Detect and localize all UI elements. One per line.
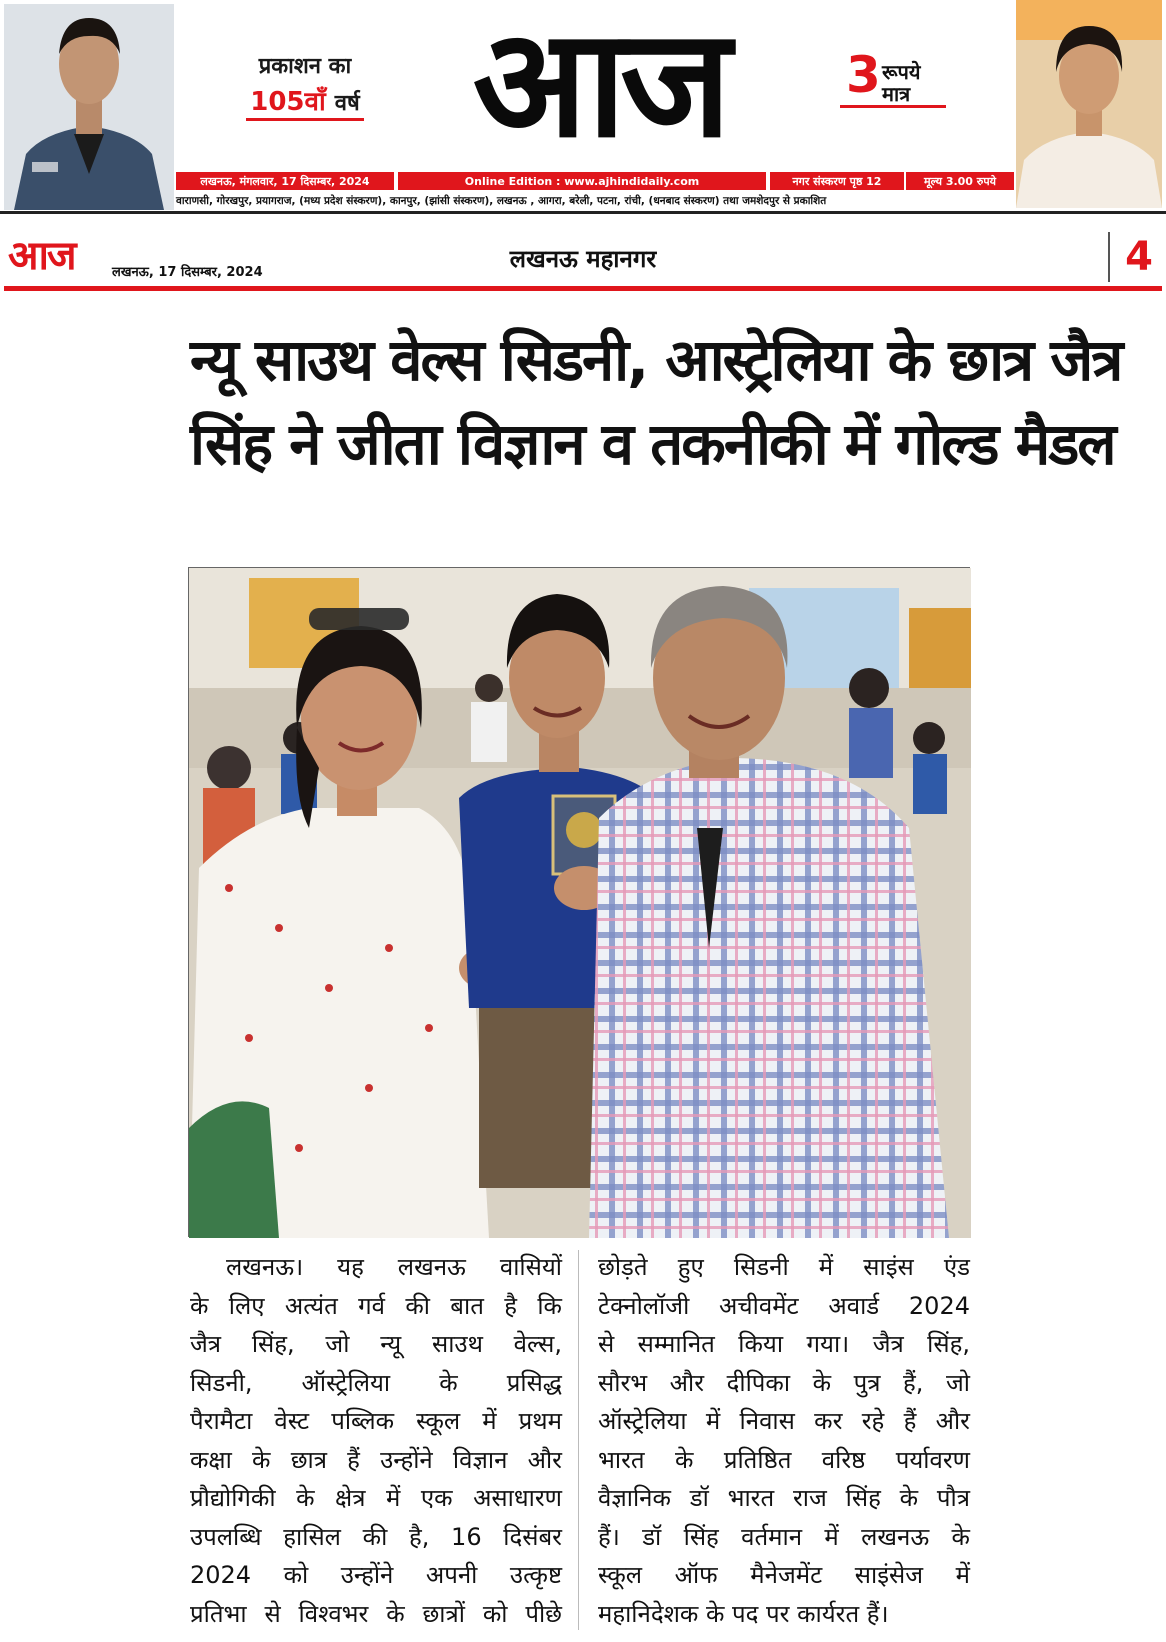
price-currency: रूपये bbox=[882, 60, 921, 84]
body-line: हैं। डॉ सिंह वर्तमान में लखनऊ के bbox=[598, 1522, 970, 1551]
masthead-right-photo bbox=[1016, 0, 1162, 208]
section-rule bbox=[4, 286, 1162, 291]
price-box bbox=[840, 46, 946, 108]
page-count-strip: नगर संस्करण पृष्ठ 12 bbox=[770, 172, 904, 190]
section-title: लखनऊ महानगर bbox=[509, 245, 657, 273]
body-line: महानिदेशक के पद पर कार्यरत हैं। bbox=[598, 1599, 889, 1628]
body-line: स्कूल ऑफ मैनेजमेंट साइंसेज में bbox=[598, 1561, 970, 1589]
publication-year-box bbox=[230, 50, 380, 121]
section-date: लखनऊ, 17 दिसम्बर, 2024 bbox=[112, 265, 263, 280]
online-edition-strip: Online Edition : www.ajhindidaily.com bbox=[398, 172, 766, 190]
masthead-divider bbox=[0, 211, 1166, 214]
section-logo: आज bbox=[8, 233, 75, 279]
body-line: पैरामैटा वेस्ट पब्लिक स्कूल में प्रथम bbox=[190, 1407, 562, 1435]
body-line: उपलब्धि हासिल की है, 16 दिसंबर bbox=[190, 1522, 562, 1551]
editions-cities: वाराणसी, गोरखपुर, प्रयागराज, (मध्य प्रदेश संस्करण), कानपुर, (झांसी संस्करण), लखनऊ , आगरा, बरेली, पटना, रांची, (धनबाद संस्करण) तथा जमशेदपुर से प्रकाशित bbox=[176, 195, 827, 207]
publication-year-number: 105वाँ bbox=[250, 87, 326, 117]
article-column-left bbox=[190, 1248, 562, 1633]
body-line: 2024 को उन्होंने अपनी उत्कृष्ट bbox=[190, 1561, 562, 1589]
headline-line-2: सिंह ने जीता विज्ञान व तकनीकी में गोल्ड मैडल bbox=[190, 410, 1115, 478]
publication-label: प्रकाशन का bbox=[258, 54, 352, 79]
article-column-right bbox=[598, 1248, 970, 1633]
body-line: से सम्मानित किया गया। जैत्र सिंह, bbox=[598, 1330, 970, 1358]
price-number: 3 bbox=[846, 46, 881, 104]
body-line: वैज्ञानिक डॉ भारत राज सिंह के पौत्र bbox=[598, 1484, 970, 1512]
page-number-divider bbox=[1108, 232, 1110, 282]
body-line: सौरभ और दीपिका के पुत्र हैं, जो bbox=[598, 1368, 970, 1397]
body-line: भारत के प्रतिष्ठित वरिष्ठ पर्यावरण bbox=[598, 1445, 970, 1474]
newspaper-logo: आज bbox=[472, 0, 726, 171]
masthead-left-photo bbox=[4, 4, 174, 210]
body-line: लखनऊ। यह लखनऊ वासियों bbox=[226, 1253, 562, 1281]
body-line: छोड़ते हुए सिडनी में साइंस एंड bbox=[598, 1253, 970, 1281]
article-photo bbox=[188, 567, 970, 1237]
body-line: ऑस्ट्रेलिया में निवास कर रहे हैं और bbox=[598, 1407, 970, 1435]
body-line: के लिए अत्यंत गर्व की बात है कि bbox=[190, 1291, 562, 1320]
article-headline bbox=[190, 318, 1122, 486]
body-line: टेक्नोलॉजी अचीवमेंट अवार्ड 2024 bbox=[598, 1291, 970, 1320]
price-only: मात्र bbox=[882, 82, 911, 106]
body-line: सिडनी, ऑस्ट्रेलिया के प्रसिद्ध bbox=[190, 1368, 562, 1397]
price-strip: मूल्य 3.00 रुपये bbox=[906, 172, 1014, 190]
body-line: प्रतिभा से विश्वभर के छात्रों को पीछे bbox=[190, 1599, 562, 1628]
body-line: प्रौद्योगिकी के क्षेत्र में एक असाधारण bbox=[190, 1484, 562, 1512]
publication-year bbox=[246, 82, 363, 121]
column-separator bbox=[578, 1250, 579, 1630]
body-line: जैत्र सिंह, जो न्यू साउथ वेल्स, bbox=[190, 1330, 562, 1358]
body-line: कक्षा के छात्र हैं उन्होंने विज्ञान और bbox=[190, 1445, 562, 1474]
masthead bbox=[0, 0, 1166, 212]
headline-line-1: न्यू साउथ वेल्स सिडनी, आस्ट्रेलिया के छात्र जैत्र bbox=[190, 326, 1122, 394]
page-number: 4 bbox=[1125, 234, 1153, 280]
publication-year-word: वर्ष bbox=[334, 91, 360, 116]
date-strip: लखनऊ, मंगलवार, 17 दिसम्बर, 2024 bbox=[176, 172, 394, 190]
